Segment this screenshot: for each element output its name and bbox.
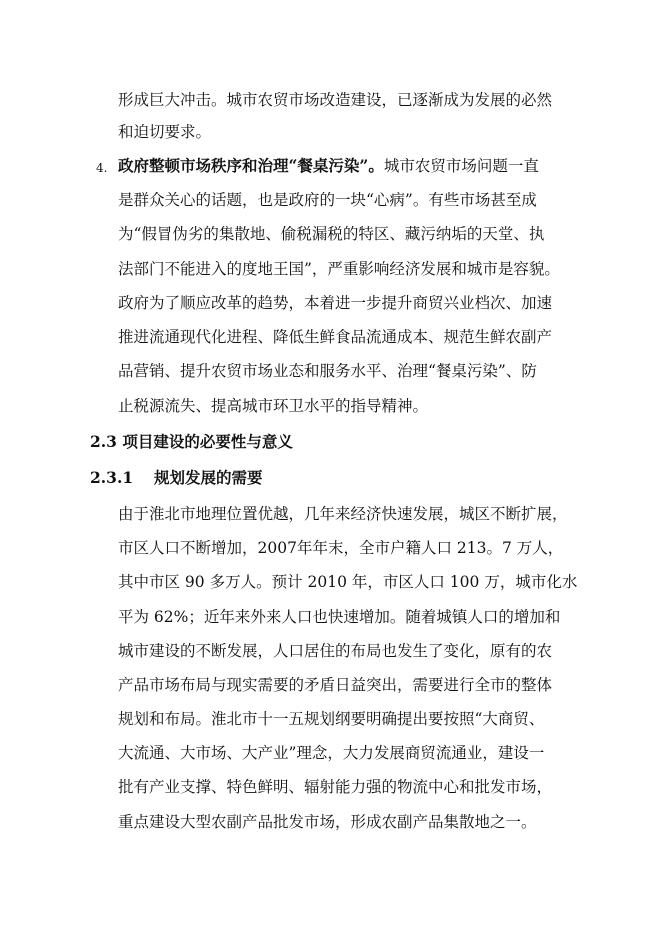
list-item-line: 法部门不能进入的度地王国”，严重影响经济发展和城市是容貌。 [118, 260, 560, 278]
list-marker: 4. [96, 161, 108, 175]
list-item-line: 止税源流失、提高城市环卫水平的指导精神。 [118, 397, 429, 415]
body-line: 规划和布局。淮北市十一五规划纲要明确提出要按照“大商贸、 [118, 710, 545, 728]
list-item-line: 政府为了顺应改革的趋势，本着进一步提升商贸兴业档次、加速 [118, 294, 553, 312]
body-line: 产品市场布局与现实需要的矛盾日益突出，需要进行全市的整体 [118, 676, 553, 694]
body-line: 由于淮北市地理位置优越，几年来经济快速发展，城区不断扩展， [118, 505, 568, 523]
body-line: 城市建设的不断发展，人口居住的布局也发生了变化，原有的农 [118, 642, 553, 660]
list-item-line: 品营销、提升农贸市场业态和服务水平、治理“餐桌污染”、防 [118, 362, 537, 380]
body-line: 大流通、大市场、大产业”理念，大力发展商贸流通业，建设一 [118, 744, 545, 762]
subsection-heading [90, 468, 262, 488]
list-item-line: 推进流通现代化进程、降低生鲜食品流通成本、规范生鲜农副产 [118, 328, 553, 346]
list-item-line: 是群众关心的话题，也是政府的一块“心病”。有些市场甚至成 [118, 191, 537, 209]
list-item-text: 城市农贸市场问题一直 [383, 157, 539, 175]
section-title: 项目建设的必要性与意义 [122, 432, 293, 451]
paragraph-line: 和迫切要求。 [118, 123, 212, 141]
body-line: 平为 62%；近年来外来人口也快速增加。随着城镇人口的增加和 [118, 608, 561, 626]
body-line: 重点建设大型农副产品批发市场，形成农副产品集散地之一。 [118, 813, 537, 831]
list-item-title: 政府整顿市场秩序和治理“餐桌污染”。 [118, 156, 384, 175]
body-line: 其中市区 90 多万人。预计 2010 年，市区人口 100 万，城市化水 [118, 573, 578, 591]
subsection-number: 2.3.1 [90, 468, 134, 487]
section-number: 2.3 [90, 432, 117, 451]
body-line: 市区人口不断增加，2007年年末，全市户籍人口 213。7 万人， [118, 539, 564, 557]
subsection-title: 规划发展的需要 [153, 468, 263, 487]
list-item-first-line [118, 156, 539, 176]
list-item-line: 为“假冒伪劣的集散地、偷税漏税的特区、藏污纳垢的天堂、执 [118, 225, 545, 243]
paragraph-line: 形成巨大冲击。城市农贸市场改造建设，已逐渐成为发展的必然 [118, 91, 553, 109]
body-line: 批有产业支撑、特色鲜明、辐射能力强的物流中心和批发市场， [118, 778, 553, 796]
section-heading [90, 432, 293, 452]
